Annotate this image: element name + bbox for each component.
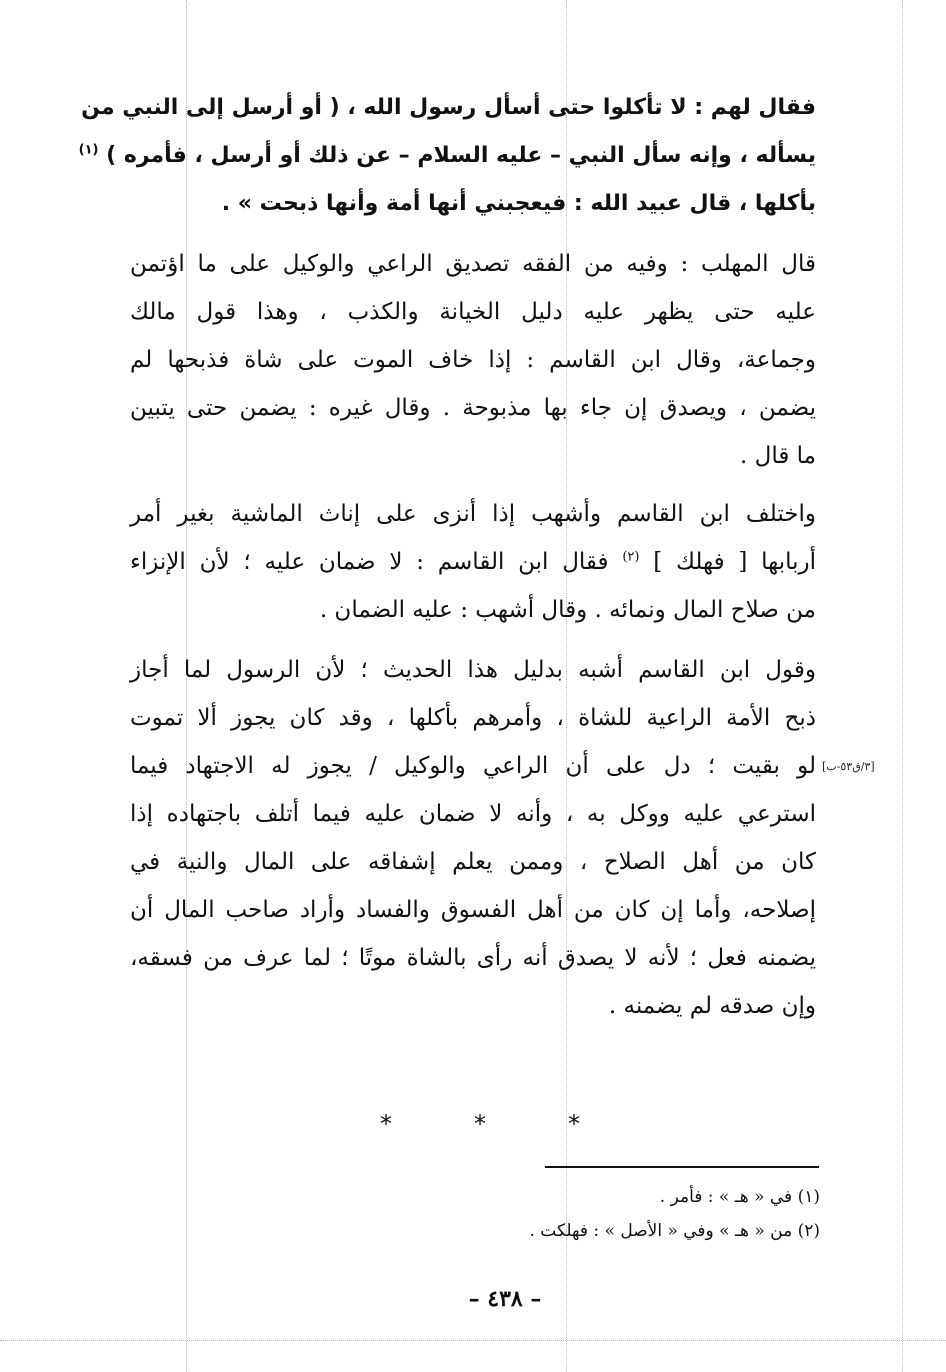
text-line: إصلاحه، وأما إن كان من أهل الفسوق والفساد وأراد صاحب المال أن [130, 897, 816, 923]
text-line: واختلف ابن القاسم وأشهب إذا أنزى على إناث الماشية بغير أمر [130, 501, 816, 527]
commentary-paragraph [130, 240, 816, 480]
text-line: استرعي عليه ووكل به ، وأنه لا ضمان عليه فيما أتلف باجتهاده إذا [130, 801, 816, 827]
text-line-content: أربابها [ فهلك ] [653, 549, 817, 575]
text-line: من صلاح المال ونمائه . وقال أشهب : عليه الضمان . [319, 597, 816, 623]
text-line: وجماعة، وقال ابن القاسم : إذا خاف الموت على شاة فذبحها لم [130, 347, 816, 373]
footnote: (٢) من « هـ » وفي « الأصل » : فهلكت . [529, 1221, 820, 1241]
text-line: لو بقيت ؛ دل على أن الراعي والوكيل / يجوز له الاجتهاد فيما [130, 753, 816, 779]
section-separator [380, 1110, 580, 1138]
text-line: عليه حتى يظهر عليه دليل الخيانة والكذب ، وهذا قول مالك [130, 299, 816, 325]
text-line: كان من أهل الصلاح ، وممن يعلم إشفاقه على المال والنية في [130, 849, 816, 875]
text-line: يضمن ، ويصدق إن جاء بها مذبوحة . وقال غيره : يضمن حتى يتبين [130, 395, 816, 421]
commentary-paragraph [130, 490, 816, 634]
manuscript-folio-reference: [٣/ق٥٣-ب] [822, 760, 875, 773]
asterisk-ornament: * [380, 1110, 392, 1138]
commentary-paragraph [130, 646, 816, 1030]
footnote-divider [545, 1166, 819, 1168]
scan-guide-line [0, 1340, 946, 1341]
text-line: وقول ابن القاسم أشبه بدليل هذا الحديث ؛ لأن الرسول لما أجاز [130, 657, 816, 683]
text-line-content: يسأله ، وإنه سأل النبي – عليه السلام – عن ذلك أو أرسل ، فأمره ) [106, 143, 816, 168]
asterisk-ornament: * [474, 1110, 486, 1138]
footnote: (١) في « هـ » : فأمر . [659, 1187, 820, 1207]
footnote-marker: (٢) [622, 549, 640, 565]
text-line: وإن صدقه لم يضمنه . [608, 993, 816, 1019]
text-line: قال المهلب : وفيه من الفقه تصديق الراعي والوكيل على ما اؤتمن [130, 251, 816, 277]
page-number: – ٤٣٨ – [468, 1286, 542, 1312]
scan-guide-line [902, 0, 903, 1372]
asterisk-ornament: * [568, 1110, 580, 1138]
text-line-content: فقال ابن القاسم : لا ضمان عليه ؛ لأن الإنزاء [130, 549, 609, 575]
text-line: يضمنه فعل ؛ لأنه لا يصدق أنه رأى بالشاة موتًا ؛ لما عرف من فسقه، [130, 945, 816, 971]
text-line: فقال لهم : لا تأكلوا حتى أسأل رسول الله ، ( أو أرسل إلى النبي من [81, 95, 816, 120]
text-line: بأكلها ، قال عبيد الله : فيعجبني أنها أمة وأنها ذبحت » . [221, 191, 816, 216]
hadith-paragraph [78, 84, 816, 228]
text-line [130, 538, 816, 586]
text-line: ما قال . [740, 443, 816, 469]
text-line: ذبح الأمة الراعية للشاة ، وأمرهم بأكلها ، وقد كان يجوز ألا تموت [130, 705, 816, 731]
footnotes [430, 1180, 820, 1248]
footnote-marker: (١) [78, 142, 99, 158]
text-line [78, 132, 816, 180]
